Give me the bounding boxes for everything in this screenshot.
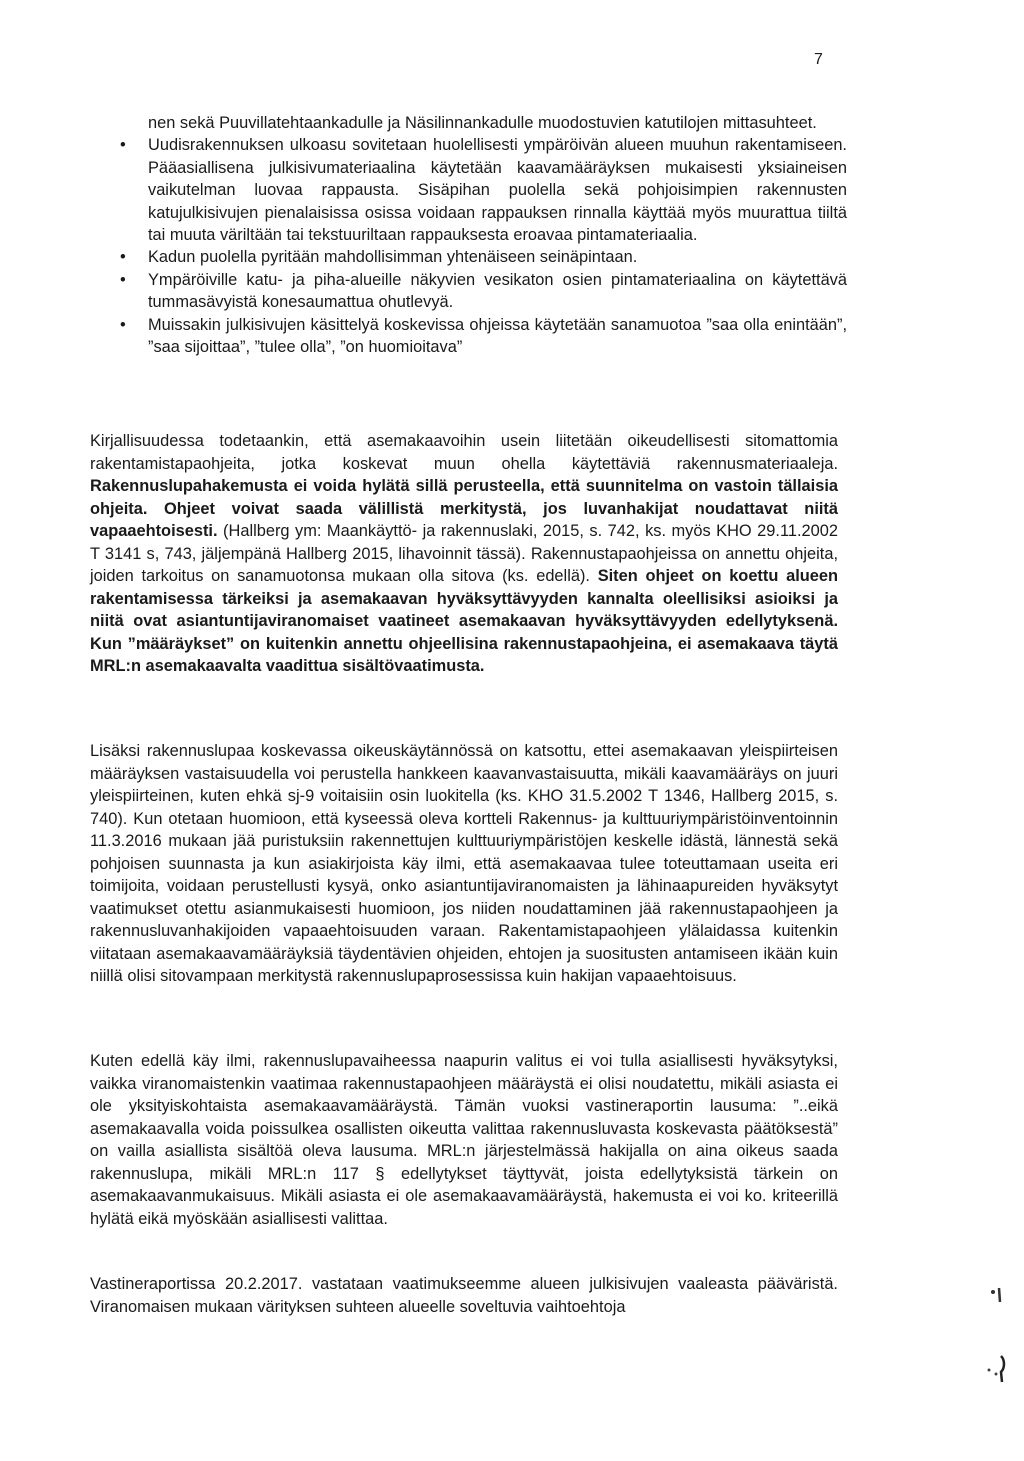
scan-mark — [999, 1288, 1000, 1302]
paragraph-literature — [90, 430, 838, 678]
page-number: 7 — [814, 51, 823, 68]
list-item-text: Muissakin julkisivujen käsittelyä koskevissa ohjeissa käytetään sanamuotoa ”saa olla enintään”, ”saa sijoittaa”, ”tulee olla”, ”on huomioitava” — [148, 315, 847, 357]
scan-dot — [991, 1290, 995, 1294]
paragraph-bold-text: Siten ohjeet on koettu alueen rakentamisessa tärkeiksi ja asemakaavan hyväksyttävyyden kannalta oleellisiksi asioiksi ja niitä ovat asiantuntijaviranomaiset vaatineet asemakaavan hyväksyttävyyden edellytyksenä. Kun ”määräykset” on kuitenkin annettu ohjeellisina rakennustapaohjeina, ei asemakaava täytä MRL:n asemakaavalta vaadittua sisältövaatimusta. — [90, 567, 839, 675]
bullet-marker: • — [120, 136, 126, 155]
bullet-marker: • — [120, 248, 126, 267]
list-item — [119, 269, 847, 314]
list-item — [119, 112, 847, 134]
list-item-text: Uudisrakennuksen ulkoasu sovitetaan huolellisesti ympäröivän alueen muuhun rakentamiseen. Pääasiallisena julkisivumateriaalina käytetään kaavamääräyksen mukaisesti yksiaineisen vaikutelman luovaa rappausta. Sisäpihan puolella sekä pohjoisimpien rakennusten katujulkisivujen pienalaisissa osissa voidaan rappauksen rinnalla käyttää myös muurattua tiiltä tai muuta väriltään tai tekstuuriltaan rappauksesta eroavaa pintamateriaalia. — [148, 136, 847, 245]
bullet-marker: • — [120, 270, 126, 289]
list-item-text: nen sekä Puuvillatehtaankadulle ja Näsilinnankadulle muodostuvien katutilojen mittasuhteet. — [148, 114, 817, 132]
scan-dot — [995, 1373, 998, 1376]
paragraph-text: (Hallberg ym: Maankäyttö- ja rakennuslaki, 2015, s. 742, ks. myös KHO 29.11.2002 T 3141 s, 743, jäljempänä Hallberg 2015, lihavoinnit tässä). Rakennustapaohjeissa on annettu ohjeita, joiden tarkoitus on sanamuotonsa mukaan olla sitova (ks. edellä). — [90, 522, 838, 585]
list-item — [119, 246, 847, 268]
paragraph-text: Kirjallisuudessa todetaankin, että asemakaavoihin usein liitetään oikeudellisesti sitomattomia rakentamistapaohjeita, jotka koskevat muun ohella käytettäviä rakennusmateriaaleja. — [90, 432, 838, 473]
paragraph-bold-text: Rakennuslupahakemusta ei voida hylätä sillä perusteella, että suunnitelma on vastoin tällaisia ohjeita. Ohjeet voivat saada välillistä merkitystä, jos luvanhakijat noudattavat niitä vapaaehtoisesti. — [90, 477, 838, 540]
list-item — [119, 134, 847, 246]
paragraph-response-report: Vastineraportissa 20.2.2017. vastataan vaatimukseemme alueen julkisivujen vaaleasta pääväristä. Viranomaisen mukaan värityksen suhteen alueelle soveltuvia vaihtoehtoja — [90, 1275, 838, 1316]
bullet-marker: • — [120, 315, 126, 334]
list-item — [119, 314, 847, 359]
list-item-text: Ympäröiville katu- ja piha-alueille näkyvien vesikaton osien pintamateriaalina on käytettävä tummasävyistä konesaumattua ohutlevyä. — [148, 270, 847, 312]
paragraph-case-law: Lisäksi rakennuslupaa koskevassa oikeuskäytännössä on katsottu, ettei asemakaavan yleispiirteisen määräyksen vastaisuudella voi perustella hankkeen kaavanvastaisuutta, mikäli kaavamääräys on juuri yleispiirteinen, kuten ehkä sj-9 voitaisiin osin luokitella (ks. KHO 31.5.2002 T 1346, Hallberg 2015, s. 740). Kun otetaan huomioon, että kyseessä oleva kortteli Rakennus- ja kulttuuriympäristöinventoinnin 11.3.2016 mukaan jää puristuksiin rakennettujen kulttuuriympäristöjen keskelle idästä, lännestä sekä pohjoisen suunnasta ja kun asiakirjoista käy ilmi, että asemakaavaa tulee toteuttamaan useita eri toimijoita, voidaan perustellusti kysyä, onko asiantuntijaviranomaisten ja lähinaapureiden hyväksytyt vaatimukset otettu asianmukaisesti huomioon, jos niiden noudattaminen jää rakennustapaohjeen ja rakennusluvanhakijoiden vapaaehtoisuuden varaan. Rakentamistapaohjeen ylälaidassa kuitenkin viitataan asemakaavamääräyksiä täydentävien ohjeiden, ehtojen ja suositusten antamiseen ikään kuin niillä olisi sitovampaan merkitystä rakennuslupaprosessissa kuin hakijan vapaaehtoisuus. — [90, 742, 838, 985]
scan-mark — [1001, 1356, 1004, 1382]
list-item-text: Kadun puolella pyritään mahdollisimman yhtenäiseen seinäpintaan. — [148, 248, 638, 267]
scan-margin-marks — [985, 1278, 1015, 1398]
paragraph-appeal: Kuten edellä käy ilmi, rakennuslupavaiheessa naapurin valitus ei voi tulla asiallisesti hyväksytyksi, vaikka viranomaistenkin vaatimaa rakennustapaohjeen määräystä ei olisi noudatettu, mikäli asiasta ei ole yksityiskohtaista asemakaavamääräystä. Tämän vuoksi vastineraportin lausuma: ”..eikä asemakaavalla voida poissulkea osallisten oikeutta valittaa rakennusluvasta koskevasta päätöksestä” on vailla asiallista sisältöä oleva lausuma. MRL:n järjestelmässä hakijalla on aina oikeus saada rakennuslupa, mikäli MRL:n 117 § edellytykset täyttyvät, joista edellytyksistä tärkein on asemakaavanmukaisuus. Mikäli asiasta ei ole asemakaavamääräystä, hakemusta ei voi ko. kriteerillä hylätä eikä myöskään asiallisesti valittaa. — [90, 1052, 838, 1228]
bullet-list — [119, 112, 847, 358]
scan-dot — [988, 1369, 991, 1372]
